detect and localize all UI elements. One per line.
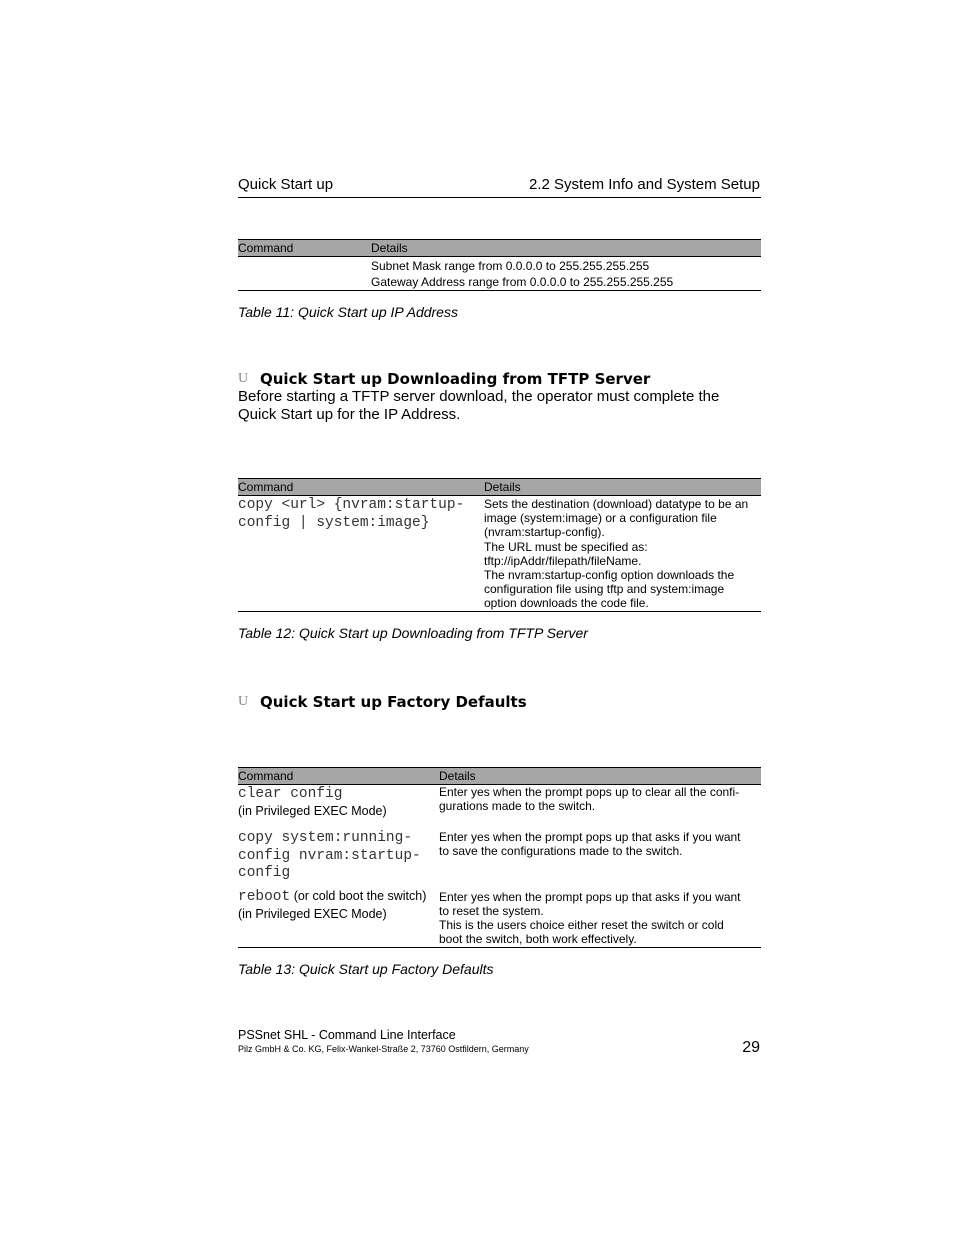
command-line: copy system:running- [238,830,413,846]
details-line: This is the users choice either reset the switch or cold [439,918,724,932]
table-13-bottom-rule [238,947,761,948]
footer-address: Pilz GmbH & Co. KG, Felix-Wankel-Straße 2, 73760 Ostfildern, Germany [238,1044,529,1054]
table-13-row-3-command [238,889,426,921]
body-line: Before starting a TFTP server download, the operator must complete the [238,388,720,405]
command-line: config [238,865,291,881]
table-13-row-2-details [439,830,741,858]
details-line: Enter yes when the prompt pops up to clear all the confi- [439,785,740,799]
details-line: gurations made to the switch. [439,799,596,813]
details-line: option downloads the code file. [484,596,649,611]
table-13-caption: Table 13: Quick Start up Factory Defaults [238,961,494,977]
section-bullet: U [238,371,249,386]
details-line: image (system:image) or a configuration file [484,511,717,526]
details-line: tftp://ipAddr/filepath/fileName. [484,553,642,568]
running-header-left: Quick Start up [238,176,334,193]
command-with-suffix [238,889,426,907]
details-line: Enter yes when the prompt pops up that asks if you want [439,890,741,904]
table-11-header [238,239,761,257]
details-line: to reset the system. [439,904,544,918]
command-text: reboot [238,889,291,905]
command-note: (in Privileged EXEC Mode) [238,803,387,818]
table-12-col-command: Command [238,480,294,494]
table-12-col-details: Details [484,480,521,494]
table-11-col-command: Command [238,241,294,255]
table-12-command [238,497,464,532]
command-note: (in Privileged EXEC Mode) [238,906,387,921]
section-title-factory: Quick Start up Factory Defaults [260,693,527,711]
table-11-row [371,258,673,290]
table-11-col-details: Details [371,241,408,255]
table-13-header [238,767,761,785]
details-line: Enter yes when the prompt pops up that asks if you want [439,830,741,844]
command-line: config | system:image} [238,514,430,531]
command-line: config nvram:startup- [238,847,421,864]
table-11-caption: Table 11: Quick Start up IP Address [238,304,458,320]
table-13-row-3-details [439,890,741,946]
table-12-details [484,497,748,611]
table-13-row-1-command [238,786,387,818]
page-number: 29 [742,1039,760,1056]
section-bullet: U [238,694,249,709]
table-11-bottom-rule [238,290,761,291]
running-header-right: 2.2 System Info and System Setup [529,176,760,193]
header-rule [238,197,761,198]
section-title-tftp: Quick Start up Downloading from TFTP Server [260,370,651,388]
table-13-row-1-details [439,785,739,813]
table-13-col-details: Details [439,769,476,783]
details-line: configuration file using tftp and system:image [484,582,725,597]
details-line: (nvram:startup-config). [484,525,605,540]
table-13-row-2-command [238,830,421,883]
details-line: boot the switch, both work effectively. [439,932,637,946]
table-13-col-command: Command [238,769,294,783]
details-line: The nvram:startup-config option downloads the [484,568,735,583]
table-11-details-line: Gateway Address range from 0.0.0.0 to 255.255.255.255 [371,275,674,289]
details-line: to save the configurations made to the switch. [439,844,683,858]
footer-title: PSSnet SHL - Command Line Interface [238,1028,456,1042]
table-12-bottom-rule [238,611,761,612]
command-suffix: (or cold boot the switch) [290,889,427,903]
table-11-details-line: Subnet Mask range from 0.0.0.0 to 255.255.255.255 [371,259,650,273]
details-line: The URL must be specified as: [484,539,648,554]
table-12-caption: Table 12: Quick Start up Downloading from TFTP Server [238,625,588,641]
body-line: Quick Start up for the IP Address. [238,406,461,423]
details-line: Sets the destination (download) datatype to be an [484,497,749,511]
command-text: clear config [238,786,343,802]
command-line: copy <url> {nvram:startup- [238,497,465,513]
section-tftp-body [238,388,719,424]
table-12-header [238,478,761,496]
